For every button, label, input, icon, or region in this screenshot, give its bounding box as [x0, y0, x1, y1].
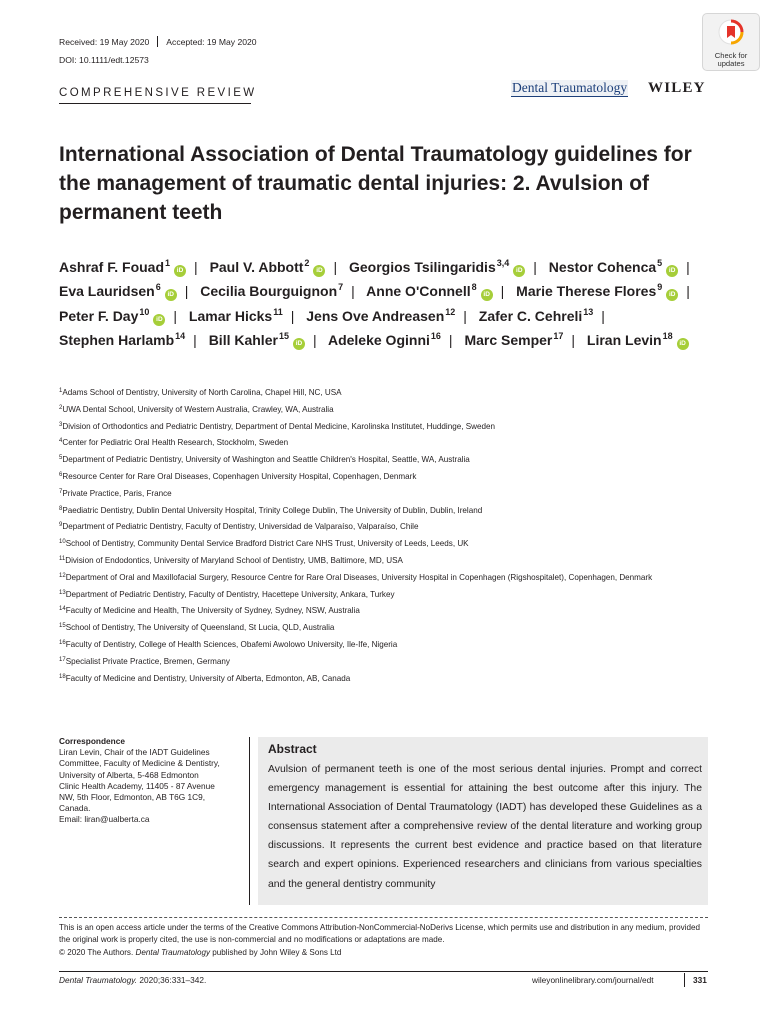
author-name-text: Jens Ove Andreasen: [306, 307, 445, 324]
author-name[interactable]: [209, 332, 305, 348]
author-affiliation-number: 9: [657, 282, 663, 293]
affiliation-item: [59, 505, 699, 516]
affiliation-number: 3: [59, 421, 63, 428]
doi[interactable]: DOI: 10.1111/edt.12573: [59, 55, 149, 65]
abstract-divider: [249, 737, 250, 905]
affiliation-item: [59, 454, 699, 465]
check-updates-label-2: updates: [717, 59, 745, 68]
author-name-text: Stephen Harlamb: [59, 332, 175, 349]
affiliation-text: School of Dentistry, Community Dental Service Bradford District Care NHS Trust, University of Leeds, Leeds, UK: [65, 539, 469, 549]
orcid-icon[interactable]: iD: [153, 314, 165, 326]
author-name[interactable]: [59, 332, 185, 348]
author-separator: |: [601, 307, 605, 324]
author-name-text: Nestor Cohenca: [548, 259, 657, 275]
author-name[interactable]: [549, 259, 678, 275]
author-affiliation-number: 15: [278, 331, 289, 342]
accepted-date: Accepted: 19 May 2020: [166, 37, 257, 47]
orcid-icon[interactable]: iD: [293, 338, 305, 350]
page-number: 331: [693, 975, 707, 985]
author-affiliation-number: 10: [139, 306, 150, 317]
author-name-text: Cecilia Bourguignon: [200, 283, 338, 300]
affiliation-item: [59, 572, 699, 583]
author-separator: |: [290, 307, 295, 324]
author-name[interactable]: [189, 308, 283, 324]
correspondence-line: NW, 5th Floor, Edmonton, AB T6G 1C9,: [59, 792, 206, 803]
author-name[interactable]: [200, 283, 343, 299]
affiliation-number: 1: [59, 388, 63, 394]
orcid-icon[interactable]: iD: [666, 265, 678, 277]
abstract-heading: Abstract: [268, 742, 317, 756]
author-separator: |: [173, 307, 178, 324]
section-label-underline: [59, 103, 251, 104]
author-name[interactable]: [349, 259, 525, 275]
section-label: COMPREHENSIVE REVIEW: [59, 87, 257, 99]
author-name[interactable]: [328, 332, 441, 348]
check-updates-label-1: Check for: [714, 51, 748, 60]
author-separator: |: [463, 307, 467, 324]
author-name[interactable]: [479, 308, 594, 324]
author-name-text: Marc Semper: [464, 332, 553, 349]
affiliation-text: Adams School of Dentistry, University of North Carolina, Chapel Hill, NC, USA: [62, 388, 342, 397]
author-affiliation-number: 6: [155, 282, 161, 293]
author-name[interactable]: [306, 308, 455, 324]
orcid-icon[interactable]: iD: [677, 338, 689, 350]
copyright-prefix: © 2020 The Authors.: [59, 948, 134, 957]
orcid-icon[interactable]: iD: [666, 289, 678, 301]
affiliation-number: 15: [59, 623, 66, 630]
author-separator: |: [686, 259, 690, 275]
affiliation-text: Paediatric Dentistry, Dublin Dental University Hospital, Trinity College Dublin, The University of Dublin, Dublin, Ireland: [62, 505, 483, 515]
author-separator: |: [194, 259, 198, 275]
orcid-icon[interactable]: iD: [174, 265, 186, 277]
copyright-line: [59, 947, 341, 959]
author-name-text: Adeleke Oginni: [327, 332, 430, 349]
affiliation-number: 2: [59, 404, 63, 411]
affiliation-item: [59, 555, 699, 566]
author-affiliation-number: 2: [304, 258, 310, 268]
author-separator: |: [500, 283, 505, 300]
journal-logo[interactable]: Dental Traumatology: [512, 80, 628, 95]
affiliation-item: [59, 673, 699, 684]
affiliation-item: [59, 605, 699, 616]
author-separator: |: [533, 259, 537, 275]
footer-journal: Dental Traumatology.: [59, 975, 138, 985]
affiliation-item: [59, 488, 699, 499]
author-separator: |: [351, 283, 355, 300]
author-name-text: Eva Lauridsen: [59, 283, 155, 300]
author-name-text: Ashraf F. Fouad: [59, 259, 165, 275]
affiliation-text: Faculty of Dentistry, College of Health Sciences, Obafemi Awolowo University, Ile-Ife, Nigeria: [65, 639, 398, 649]
author-name-text: Bill Kahler: [208, 332, 278, 349]
affiliation-number: 8: [59, 505, 63, 512]
affiliation-text: UWA Dental School, University of Western Australia, Crawley, WA, Australia: [62, 404, 334, 414]
author-affiliation-number: 7: [338, 282, 344, 293]
check-updates-icon: [718, 19, 744, 47]
author-name-text: Zafer C. Cehreli: [478, 307, 583, 324]
orcid-icon[interactable]: iD: [513, 265, 525, 277]
header-divider: [157, 36, 158, 47]
received-accepted-line: [59, 36, 257, 48]
author-name-text: Paul V. Abbott: [209, 259, 304, 275]
author-separator: |: [333, 259, 338, 275]
author-name[interactable]: [366, 283, 492, 299]
author-affiliation-number: 12: [445, 306, 456, 317]
author-separator: |: [184, 283, 189, 300]
author-affiliation-number: 3,4: [496, 258, 510, 268]
orcid-icon[interactable]: iD: [481, 289, 493, 301]
affiliation-number: 10: [59, 539, 66, 546]
affiliation-item: [59, 521, 699, 532]
affiliation-item: [59, 404, 699, 415]
affiliation-item: [59, 387, 699, 398]
author-list: [59, 255, 709, 353]
orcid-icon[interactable]: iD: [313, 265, 325, 277]
affiliation-text: Division of Orthodontics and Pediatric Dentistry, Department of Dental Medicine, Karolinska Institutet, Huddinge, Sweden: [62, 421, 495, 431]
correspondence-line: Committee, Faculty of Medicine & Dentistry,: [59, 758, 220, 769]
author-affiliation-number: 13: [583, 306, 594, 317]
affiliation-text: Private Practice, Paris, France: [62, 488, 172, 498]
received-date: Received: 19 May 2020: [59, 37, 150, 47]
affiliation-item: [59, 471, 699, 482]
author-affiliation-number: 16: [430, 331, 441, 342]
affiliation-text: School of Dentistry, The University of Queensland, St Lucia, QLD, Australia: [65, 623, 335, 633]
affiliation-number: 14: [59, 606, 66, 613]
affiliation-list: [59, 387, 699, 689]
author-name[interactable]: [516, 283, 678, 299]
article-title: International Association of Dental Traumatology guidelines for the management of traumatic dental injuries: 2. Avulsion of permanent teeth: [59, 143, 692, 224]
check-for-updates-button[interactable]: [702, 13, 760, 71]
author-name[interactable]: [464, 332, 563, 348]
affiliation-text: Center for Pediatric Oral Health Research, Stockholm, Sweden: [62, 438, 289, 448]
copyright-suffix: published by John Wiley & Sons Ltd: [212, 948, 342, 957]
affiliation-number: 12: [59, 572, 66, 579]
affiliation-number: 5: [59, 455, 63, 462]
author-name[interactable]: [59, 259, 186, 275]
author-affiliation-number: 8: [471, 282, 477, 293]
affiliation-item: [59, 589, 699, 600]
author-affiliation-number: 5: [657, 258, 663, 268]
footer-url[interactable]: wileyonlinelibrary.com/journal/edt: [532, 975, 654, 985]
affiliation-text: Specialist Private Practice, Bremen, Germany: [65, 656, 230, 666]
orcid-icon[interactable]: iD: [165, 289, 177, 301]
author-name-text: Anne O'Connell: [366, 283, 471, 300]
correspondence-line: University of Alberta, 5-468 Edmonton: [59, 769, 199, 780]
affiliation-text: Department of Pediatric Dentistry, Faculty of Dentistry, Hacettepe University, Ankara, Turkey: [65, 589, 395, 599]
license-divider: [59, 917, 708, 918]
author-separator: |: [571, 332, 576, 349]
copyright-journal: Dental Traumatology: [135, 948, 210, 957]
affiliation-text: Department of Oral and Maxillofacial Surgery, Resource Centre for Rare Oral Diseases, University Hospital in Copenhagen (Rigshospitalet), Copenhagen, Denmark: [65, 572, 653, 582]
author-name[interactable]: [59, 283, 177, 299]
correspondence-heading: Correspondence: [59, 736, 125, 746]
affiliation-item: [59, 639, 699, 650]
affiliation-item: [59, 421, 699, 432]
affiliation-number: 18: [59, 673, 66, 680]
author-name-text: Liran Levin: [586, 332, 662, 349]
author-separator: |: [312, 332, 317, 349]
footer-citation: [59, 975, 206, 985]
correspondence-line: Canada.: [59, 803, 91, 814]
author-affiliation-number: 14: [175, 331, 186, 342]
author-name-text: Marie Therese Flores: [516, 283, 657, 300]
affiliation-item: [59, 622, 699, 633]
author-separator: |: [448, 332, 453, 349]
affiliation-text: Faculty of Medicine and Dentistry, University of Alberta, Edmonton, AB, Canada: [65, 673, 351, 683]
affiliation-number: 6: [59, 471, 63, 478]
affiliation-text: Resource Center for Rare Oral Diseases, Copenhagen University Hospital, Copenhagen, Denmark: [62, 471, 417, 481]
author-affiliation-number: 1: [165, 258, 171, 268]
publisher-logo[interactable]: WILEY: [648, 80, 706, 96]
correspondence-line: Liran Levin, Chair of the IADT Guidelines: [59, 747, 210, 758]
affiliation-item: [59, 437, 699, 448]
affiliation-number: 13: [59, 589, 66, 596]
author-separator: |: [193, 332, 197, 349]
author-name[interactable]: [59, 308, 165, 324]
correspondence-email[interactable]: Email: liran@ualberta.ca: [59, 814, 150, 825]
affiliation-number: 9: [59, 522, 63, 529]
affiliation-number: 11: [59, 555, 66, 562]
affiliation-number: 4: [59, 438, 63, 445]
author-name[interactable]: [210, 259, 326, 275]
affiliation-text: Department of Pediatric Dentistry, University of Washington and Seattle Children's Hospital, Seattle, WA, Australia: [62, 455, 470, 465]
affiliation-text: Faculty of Medicine and Health, The University of Sydney, Sydney, NSW, Australia: [65, 606, 360, 616]
footer-divider: [684, 973, 685, 987]
affiliation-text: Division of Endodontics, University of Maryland School of Dentistry, UMB, Baltimore, MD, USA: [65, 555, 403, 565]
author-separator: |: [686, 283, 690, 300]
author-affiliation-number: 17: [553, 331, 564, 342]
footer-volume: 2020;36:331–342.: [139, 975, 207, 985]
affiliation-item: [59, 538, 699, 549]
abstract-text: Avulsion of permanent teeth is one of the most serious dental injuries. Prompt and correct emergency management is essential for attaining the best outcome after this injury. The International Association of Dental Traumatology (IADT) has developed these Guidelines as a consensus statement after a comprehensive review of the dental literature and working group discussions. It represents the current best evidence and practice based on that literature search and expert opinions. Experienced researchers and clinicians from various specialties and the general dentistry community: [268, 764, 702, 890]
author-name-text: Peter F. Day: [59, 307, 139, 324]
affiliation-number: 16: [59, 639, 66, 646]
affiliation-text: Department of Pediatric Dentistry, Faculty of Dentistry, Universidad de Valparaíso, Valparaíso, Chile: [62, 522, 419, 532]
author-affiliation-number: 11: [273, 306, 283, 317]
author-name-text: Lamar Hicks: [188, 307, 273, 324]
author-name[interactable]: [587, 332, 689, 348]
author-name-text: Georgios Tsilingaridis: [348, 259, 496, 275]
license-text: This is an open access article under the terms of the Creative Commons Attribution-NonCommercial-NoDerivs License, which permits use and distribution in any medium, provided the original work is properly cited, the use is non-commercial and no modifications or adaptations are made.: [59, 923, 701, 944]
correspondence-line: Clinic Health Academy, 11405 - 87 Avenue: [59, 780, 215, 791]
author-affiliation-number: 18: [662, 331, 673, 342]
affiliation-item: [59, 656, 699, 667]
affiliation-number: 7: [59, 488, 63, 495]
correspondence-block: [59, 736, 241, 826]
footer-rule: [59, 971, 708, 972]
affiliation-number: 17: [59, 656, 66, 663]
